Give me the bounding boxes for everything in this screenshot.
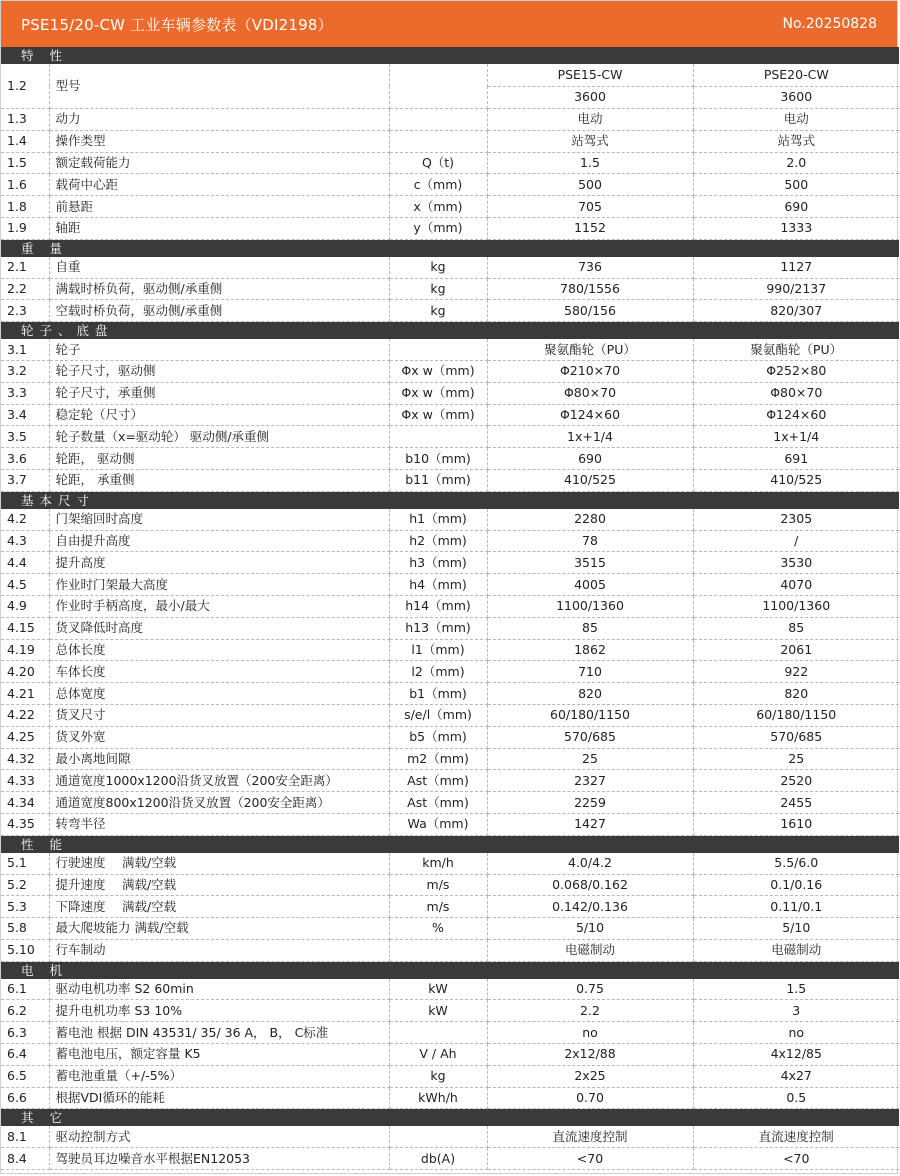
row-name: 转弯半径 (49, 813, 389, 835)
value-pse15: 60/180/1150 (487, 704, 693, 726)
value-pse15: 2x25 (487, 1065, 693, 1087)
row-index: 4.19 (1, 639, 49, 661)
row-name: 通道宽度800x1200沿货叉放置（200安全距离） (49, 792, 389, 814)
row-unit: Φx w（mm) (389, 360, 487, 382)
row-index: 1.5 (1, 152, 49, 174)
spec-row (1, 726, 899, 748)
spec-row (1, 1065, 899, 1087)
value-pse20: PSE20-CW (693, 64, 899, 86)
value-pse15: 580/156 (487, 300, 693, 322)
spec-row (1, 1022, 899, 1044)
section-title: 基本尺寸 (1, 491, 899, 509)
value-pse20: 1100/1360 (693, 595, 899, 617)
row-unit: Q（t) (389, 152, 487, 174)
value-pse20: 1127 (693, 257, 899, 278)
value-pse20: 820/307 (693, 300, 899, 322)
value-pse20: / (693, 530, 899, 552)
spec-row (1, 174, 899, 196)
value-pse20: 4070 (693, 574, 899, 596)
row-name: 轮子 (49, 339, 389, 360)
value-pse20: 690 (693, 196, 899, 218)
value-pse20: 820 (693, 683, 899, 705)
row-index: 3.7 (1, 469, 49, 491)
value-pse15: 0.068/0.162 (487, 874, 693, 896)
value-pse20: 1.5 (693, 979, 899, 1000)
row-index: 6.3 (1, 1022, 49, 1044)
value-pse20: 电动 (693, 109, 899, 131)
row-index: 4.2 (1, 509, 49, 530)
value-pse20: 4x27 (693, 1065, 899, 1087)
spec-row (1, 217, 899, 239)
spec-row (1, 1000, 899, 1022)
row-name: 稳定轮（尺寸） (49, 404, 389, 426)
value-pse20: 0.11/0.1 (693, 896, 899, 918)
section-header (1, 239, 899, 257)
spec-row (1, 813, 899, 835)
row-unit: kW (389, 1000, 487, 1022)
row-unit (389, 426, 487, 448)
row-index: 4.15 (1, 617, 49, 639)
value-pse15: Φ210×70 (487, 360, 693, 382)
spec-table (1, 47, 899, 1170)
value-pse20: 聚氨酯轮（PU） (693, 339, 899, 360)
value-pse20: 691 (693, 448, 899, 470)
value-pse15: 0.70 (487, 1087, 693, 1109)
row-name: 车体长度 (49, 661, 389, 683)
row-unit (389, 130, 487, 152)
row-unit: b1（mm) (389, 683, 487, 705)
value-pse20: Φ80×70 (693, 382, 899, 404)
spec-row (1, 64, 899, 86)
value-pse20: 0.5 (693, 1087, 899, 1109)
row-name: 自重 (49, 257, 389, 278)
row-index: 4.3 (1, 530, 49, 552)
row-unit: Ast（mm) (389, 770, 487, 792)
value-pse20: 5/10 (693, 918, 899, 940)
value-pse20: 3530 (693, 552, 899, 574)
row-name: 总体长度 (49, 639, 389, 661)
spec-row (1, 509, 899, 530)
value-pse15: PSE15-CW (487, 64, 693, 86)
row-name: 轴距 (49, 217, 389, 239)
spec-row (1, 130, 899, 152)
value-pse15: 710 (487, 661, 693, 683)
row-index: 2.2 (1, 278, 49, 300)
value-pse15: 85 (487, 617, 693, 639)
row-name: 最大爬坡能力 满载/空载 (49, 918, 389, 940)
row-unit: y（mm) (389, 217, 487, 239)
row-index: 4.4 (1, 552, 49, 574)
row-unit: s/e/l（mm) (389, 704, 487, 726)
value-pse20: 2455 (693, 792, 899, 814)
spec-row (1, 918, 899, 940)
row-unit (389, 1126, 487, 1147)
value-pse20: 1333 (693, 217, 899, 239)
row-name: 驱动控制方式 (49, 1126, 389, 1147)
row-unit (389, 109, 487, 131)
row-unit: V / Ah (389, 1044, 487, 1066)
spec-row (1, 683, 899, 705)
row-unit: m2（mm) (389, 748, 487, 770)
row-unit: h14（mm) (389, 595, 487, 617)
row-name: 蓄电池 根据 DIN 43531/ 35/ 36 A， B， C标准 (49, 1022, 389, 1044)
row-unit (389, 939, 487, 961)
row-index: 6.1 (1, 979, 49, 1000)
row-name: 行驶速度 满载/空载 (49, 853, 389, 874)
section-header (1, 322, 899, 340)
row-index: 5.2 (1, 874, 49, 896)
row-name: 驾驶员耳边噪音水平根据EN12053 (49, 1148, 389, 1170)
row-index: 1.4 (1, 130, 49, 152)
row-index: 5.10 (1, 939, 49, 961)
value-pse15: 1100/1360 (487, 595, 693, 617)
row-unit: c（mm) (389, 174, 487, 196)
spec-row (1, 792, 899, 814)
row-index: 4.35 (1, 813, 49, 835)
row-unit: h1（mm) (389, 509, 487, 530)
section-header (1, 835, 899, 853)
row-index: 2.1 (1, 257, 49, 278)
value-pse15: <70 (487, 1148, 693, 1170)
value-pse20: 1x+1/4 (693, 426, 899, 448)
spec-row (1, 661, 899, 683)
row-name: 前悬距 (49, 196, 389, 218)
spec-row (1, 404, 899, 426)
value-pse15: 500 (487, 174, 693, 196)
row-name: 下降速度 满载/空载 (49, 896, 389, 918)
row-name: 提升速度 满载/空载 (49, 874, 389, 896)
row-index: 4.33 (1, 770, 49, 792)
row-index: 6.5 (1, 1065, 49, 1087)
row-index: 4.20 (1, 661, 49, 683)
value-pse15: 2280 (487, 509, 693, 530)
row-name: 额定载荷能力 (49, 152, 389, 174)
row-index: 6.2 (1, 1000, 49, 1022)
row-unit: h13（mm) (389, 617, 487, 639)
spec-row (1, 704, 899, 726)
value-pse20: 85 (693, 617, 899, 639)
value-pse15: 570/685 (487, 726, 693, 748)
row-index: 6.6 (1, 1087, 49, 1109)
value-pse15: 780/1556 (487, 278, 693, 300)
row-name: 门架缩回时高度 (49, 509, 389, 530)
spec-row (1, 595, 899, 617)
value-pse15: 2.2 (487, 1000, 693, 1022)
row-index: 1.9 (1, 217, 49, 239)
spec-row (1, 617, 899, 639)
value-pse20: 直流速度控制 (693, 1126, 899, 1147)
spec-row (1, 896, 899, 918)
value-pse20: 5.5/6.0 (693, 853, 899, 874)
value-pse20: Φ252×80 (693, 360, 899, 382)
row-unit: b11（mm) (389, 469, 487, 491)
row-name: 轮子尺寸，承重侧 (49, 382, 389, 404)
spec-row (1, 339, 899, 360)
row-name: 通道宽度1000x1200沿货叉放置（200安全距离） (49, 770, 389, 792)
spec-row (1, 574, 899, 596)
row-index: 3.4 (1, 404, 49, 426)
row-index: 5.3 (1, 896, 49, 918)
row-index: 4.32 (1, 748, 49, 770)
section-title: 特 性 (1, 47, 899, 64)
row-name: 驱动电机功率 S2 60min (49, 979, 389, 1000)
row-unit: db(A) (389, 1148, 487, 1170)
row-index: 8.4 (1, 1148, 49, 1170)
row-name: 轮子尺寸，驱动侧 (49, 360, 389, 382)
row-name: 总体宽度 (49, 683, 389, 705)
spec-row (1, 1148, 899, 1170)
value-pse15: Φ124×60 (487, 404, 693, 426)
row-unit: kg (389, 257, 487, 278)
spec-row (1, 874, 899, 896)
row-unit: Ast（mm) (389, 792, 487, 814)
row-index: 8.1 (1, 1126, 49, 1147)
row-index: 1.2 (1, 64, 49, 109)
spec-row (1, 770, 899, 792)
row-index: 4.22 (1, 704, 49, 726)
row-unit: kg (389, 1065, 487, 1087)
spec-row (1, 530, 899, 552)
value-pse15: 0.75 (487, 979, 693, 1000)
spec-row (1, 109, 899, 131)
value-pse15: 3600 (487, 86, 693, 109)
sheet-title: PSE15/20-CW 工业车辆参数表（VDI2198） (21, 15, 333, 34)
row-unit: b5（mm) (389, 726, 487, 748)
row-name: 动力 (49, 109, 389, 131)
spec-row (1, 469, 899, 491)
value-pse20: 站驾式 (693, 130, 899, 152)
row-unit (389, 1022, 487, 1044)
row-name: 型号 (49, 64, 389, 109)
value-pse15: 直流速度控制 (487, 1126, 693, 1147)
value-pse15: 0.142/0.136 (487, 896, 693, 918)
row-name: 操作类型 (49, 130, 389, 152)
value-pse15: no (487, 1022, 693, 1044)
row-unit: kg (389, 278, 487, 300)
row-index: 3.5 (1, 426, 49, 448)
value-pse20: Φ124×60 (693, 404, 899, 426)
row-index: 4.25 (1, 726, 49, 748)
row-name: 货叉降低时高度 (49, 617, 389, 639)
document-number: No.20250828 (782, 16, 877, 32)
value-pse15: 1x+1/4 (487, 426, 693, 448)
sheet-header (1, 1, 897, 47)
value-pse15: 电磁制动 (487, 939, 693, 961)
row-unit: h4（mm) (389, 574, 487, 596)
row-index: 6.4 (1, 1044, 49, 1066)
value-pse15: 4005 (487, 574, 693, 596)
row-index: 5.1 (1, 853, 49, 874)
section-title: 重 量 (1, 239, 899, 257)
row-name: 提升电机功率 S3 10% (49, 1000, 389, 1022)
value-pse20: 500 (693, 174, 899, 196)
section-header (1, 1109, 899, 1127)
row-name: 提升高度 (49, 552, 389, 574)
spec-row (1, 448, 899, 470)
row-unit: kg (389, 300, 487, 322)
section-title: 其 它 (1, 1109, 899, 1127)
value-pse15: 2327 (487, 770, 693, 792)
value-pse15: 4.0/4.2 (487, 853, 693, 874)
row-index: 4.9 (1, 595, 49, 617)
row-index: 1.8 (1, 196, 49, 218)
row-name: 最小离地间隙 (49, 748, 389, 770)
value-pse15: 690 (487, 448, 693, 470)
row-unit: h3（mm) (389, 552, 487, 574)
spec-row (1, 552, 899, 574)
value-pse20: 3600 (693, 86, 899, 109)
row-index: 1.6 (1, 174, 49, 196)
value-pse15: 78 (487, 530, 693, 552)
section-title: 性 能 (1, 835, 899, 853)
row-unit: Φx w（mm) (389, 382, 487, 404)
value-pse20: <70 (693, 1148, 899, 1170)
value-pse15: 1.5 (487, 152, 693, 174)
value-pse15: 3515 (487, 552, 693, 574)
spec-row (1, 1087, 899, 1109)
spec-row (1, 939, 899, 961)
spec-table-body (1, 47, 899, 1170)
value-pse15: 820 (487, 683, 693, 705)
row-index: 3.6 (1, 448, 49, 470)
spec-row (1, 853, 899, 874)
spec-row (1, 1044, 899, 1066)
value-pse20: 1610 (693, 813, 899, 835)
spec-row (1, 748, 899, 770)
value-pse20: 电磁制动 (693, 939, 899, 961)
value-pse15: 1427 (487, 813, 693, 835)
row-index: 2.3 (1, 300, 49, 322)
row-unit: m/s (389, 874, 487, 896)
row-name: 货叉尺寸 (49, 704, 389, 726)
row-index: 4.21 (1, 683, 49, 705)
value-pse15: 2x12/88 (487, 1044, 693, 1066)
row-index: 3.3 (1, 382, 49, 404)
value-pse20: 570/685 (693, 726, 899, 748)
spec-row (1, 278, 899, 300)
value-pse20: 922 (693, 661, 899, 683)
row-name: 载荷中心距 (49, 174, 389, 196)
value-pse20: 0.1/0.16 (693, 874, 899, 896)
row-index: 5.8 (1, 918, 49, 940)
value-pse15: 聚氨酯轮（PU） (487, 339, 693, 360)
row-name: 满载时桥负荷，驱动侧/承重侧 (49, 278, 389, 300)
value-pse15: 电动 (487, 109, 693, 131)
row-unit: x（mm) (389, 196, 487, 218)
row-unit: kW (389, 979, 487, 1000)
value-pse15: 1862 (487, 639, 693, 661)
row-name: 作业时门架最大高度 (49, 574, 389, 596)
section-title: 轮子、底盘 (1, 322, 899, 340)
row-unit (389, 339, 487, 360)
value-pse15: 站驾式 (487, 130, 693, 152)
value-pse20: 25 (693, 748, 899, 770)
row-unit (389, 64, 487, 109)
row-index: 3.2 (1, 360, 49, 382)
spec-row (1, 1126, 899, 1147)
spec-row (1, 639, 899, 661)
value-pse20: 2.0 (693, 152, 899, 174)
value-pse20: 60/180/1150 (693, 704, 899, 726)
row-name: 蓄电池重量（+/-5%） (49, 1065, 389, 1087)
value-pse15: 2259 (487, 792, 693, 814)
section-header (1, 961, 899, 979)
value-pse20: 3 (693, 1000, 899, 1022)
value-pse20: 2520 (693, 770, 899, 792)
row-index: 4.34 (1, 792, 49, 814)
value-pse15: 410/525 (487, 469, 693, 491)
spec-row (1, 300, 899, 322)
row-name: 行车制动 (49, 939, 389, 961)
spec-row (1, 979, 899, 1000)
row-unit: % (389, 918, 487, 940)
spec-row (1, 152, 899, 174)
section-header (1, 47, 899, 64)
value-pse15: 705 (487, 196, 693, 218)
row-unit: km/h (389, 853, 487, 874)
section-title: 电 机 (1, 961, 899, 979)
row-index: 1.3 (1, 109, 49, 131)
row-name: 轮子数量（x=驱动轮） 驱动侧/承重侧 (49, 426, 389, 448)
row-name: 自由提升高度 (49, 530, 389, 552)
row-unit: h2（mm) (389, 530, 487, 552)
value-pse15: Φ80×70 (487, 382, 693, 404)
row-index: 4.5 (1, 574, 49, 596)
value-pse20: 990/2137 (693, 278, 899, 300)
row-name: 轮距， 驱动侧 (49, 448, 389, 470)
row-name: 轮距， 承重侧 (49, 469, 389, 491)
spec-row (1, 426, 899, 448)
spec-row (1, 196, 899, 218)
row-name: 根据VDI循环的能耗 (49, 1087, 389, 1109)
value-pse20: 4x12/85 (693, 1044, 899, 1066)
section-header (1, 491, 899, 509)
value-pse15: 736 (487, 257, 693, 278)
spec-row (1, 360, 899, 382)
row-unit: Wa（mm) (389, 813, 487, 835)
row-name: 蓄电池电压，额定容量 K5 (49, 1044, 389, 1066)
value-pse20: 2305 (693, 509, 899, 530)
value-pse20: 410/525 (693, 469, 899, 491)
row-unit: l2（mm) (389, 661, 487, 683)
row-name: 空载时桥负荷，驱动侧/承重侧 (49, 300, 389, 322)
row-unit: m/s (389, 896, 487, 918)
row-unit: b10（mm) (389, 448, 487, 470)
value-pse20: 2061 (693, 639, 899, 661)
row-unit: Φx w（mm) (389, 404, 487, 426)
row-index: 3.1 (1, 339, 49, 360)
row-name: 作业时手柄高度，最小/最大 (49, 595, 389, 617)
row-unit: l1（mm) (389, 639, 487, 661)
row-unit: kWh/h (389, 1087, 487, 1109)
spec-row (1, 382, 899, 404)
value-pse15: 25 (487, 748, 693, 770)
value-pse15: 5/10 (487, 918, 693, 940)
spec-row (1, 257, 899, 278)
value-pse20: no (693, 1022, 899, 1044)
value-pse15: 1152 (487, 217, 693, 239)
row-name: 货叉外宽 (49, 726, 389, 748)
